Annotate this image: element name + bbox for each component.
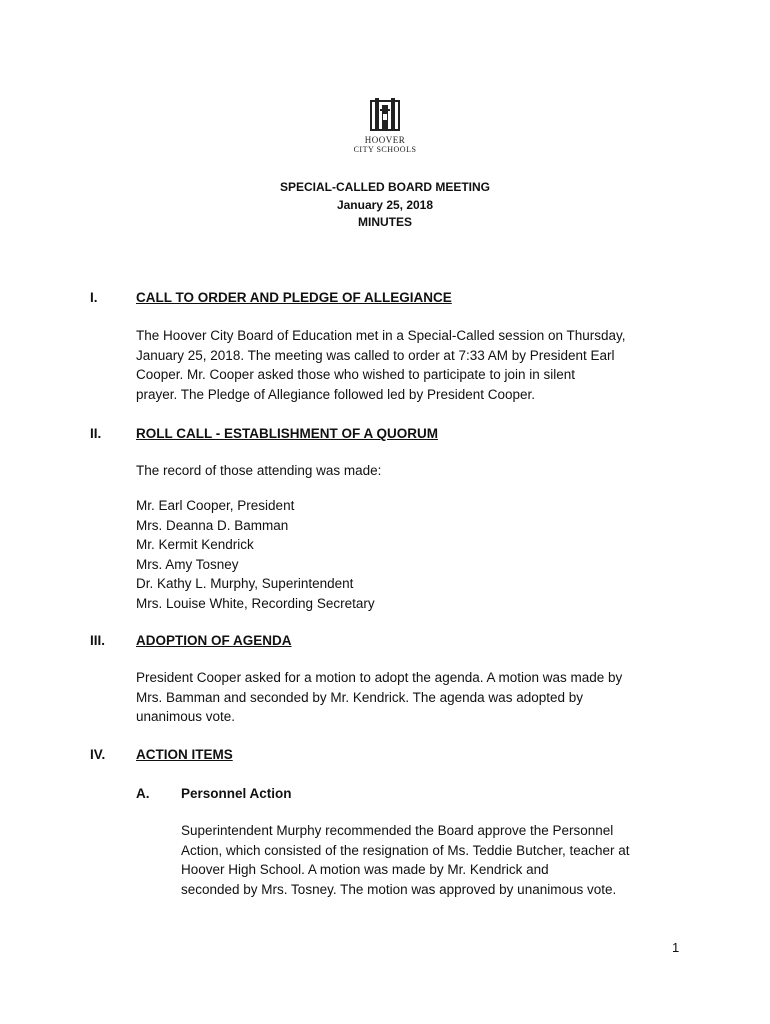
section-heading-call-to-order: CALL TO ORDER AND PLEDGE OF ALLEGIANCE (136, 290, 452, 305)
school-building-icon (370, 97, 400, 131)
body-line: President Cooper asked for a motion to adopt the agenda. A motion was made by (136, 670, 623, 685)
body-line: Cooper. Mr. Cooper asked those who wished to participate to join in silent (136, 367, 575, 383)
body-line: prayer. The Pledge of Allegiance followed led by President Cooper. (136, 386, 536, 402)
section-1-body (136, 326, 696, 404)
attendee-list (136, 496, 696, 614)
section-3-body (136, 668, 696, 727)
hoover-city-schools-logo (351, 97, 419, 157)
section-heading-adoption-of-agenda: ADOPTION OF AGENDA (136, 633, 292, 648)
personnel-action-body (181, 821, 701, 899)
body-line: Action, which consisted of the resignation of Ms. Teddie Butcher, teacher at (181, 842, 630, 858)
subsection-letter-a: A. (136, 786, 150, 801)
body-line: Mrs. Bamman and seconded by Mr. Kendrick. The agenda was adopted by (136, 689, 584, 705)
attendee-item: Mrs. Deanna D. Bamman (136, 517, 289, 533)
section-number-3: III. (90, 633, 106, 648)
section-heading-roll-call: ROLL CALL - ESTABLISHMENT OF A QUORUM (136, 426, 438, 441)
section-number-1: I. (90, 290, 98, 305)
roll-call-intro: The record of those attending was made: (136, 463, 382, 478)
attendee-item: Mr. Earl Cooper, President (136, 498, 295, 513)
attendee-item: Dr. Kathy L. Murphy, Superintendent (136, 576, 354, 592)
section-number-4: IV. (90, 747, 106, 762)
section-heading-action-items: ACTION ITEMS (136, 747, 233, 762)
document-title: SPECIAL-CALLED BOARD MEETING (280, 180, 490, 194)
logo-line-2: CITY SCHOOLS (353, 145, 417, 154)
logo-line-1: HOOVER (364, 135, 406, 145)
body-line: seconded by Mrs. Tosney. The motion was approved by unanimous vote. (181, 881, 617, 897)
document-subtitle: MINUTES (358, 215, 412, 229)
attendee-item: Mr. Kermit Kendrick (136, 537, 254, 553)
meeting-date: January 25, 2018 (336, 198, 434, 212)
attendee-item: Mrs. Louise White, Recording Secretary (136, 595, 375, 611)
body-line: Hoover High School. A motion was made by Mr. Kendrick and (181, 862, 549, 878)
page-number: 1 (672, 940, 680, 955)
subsection-title-personnel-action: Personnel Action (181, 786, 292, 801)
body-line: The Hoover City Board of Education met in a Special-Called session on Thursday, (136, 328, 626, 343)
body-line: Superintendent Murphy recommended the Board approve the Personnel (181, 823, 614, 838)
body-line: January 25, 2018. The meeting was called to order at 7:33 AM by President Earl (136, 347, 615, 363)
attendee-item: Mrs. Amy Tosney (136, 556, 239, 572)
body-line: unanimous vote. (136, 709, 236, 725)
section-number-2: II. (90, 426, 102, 441)
